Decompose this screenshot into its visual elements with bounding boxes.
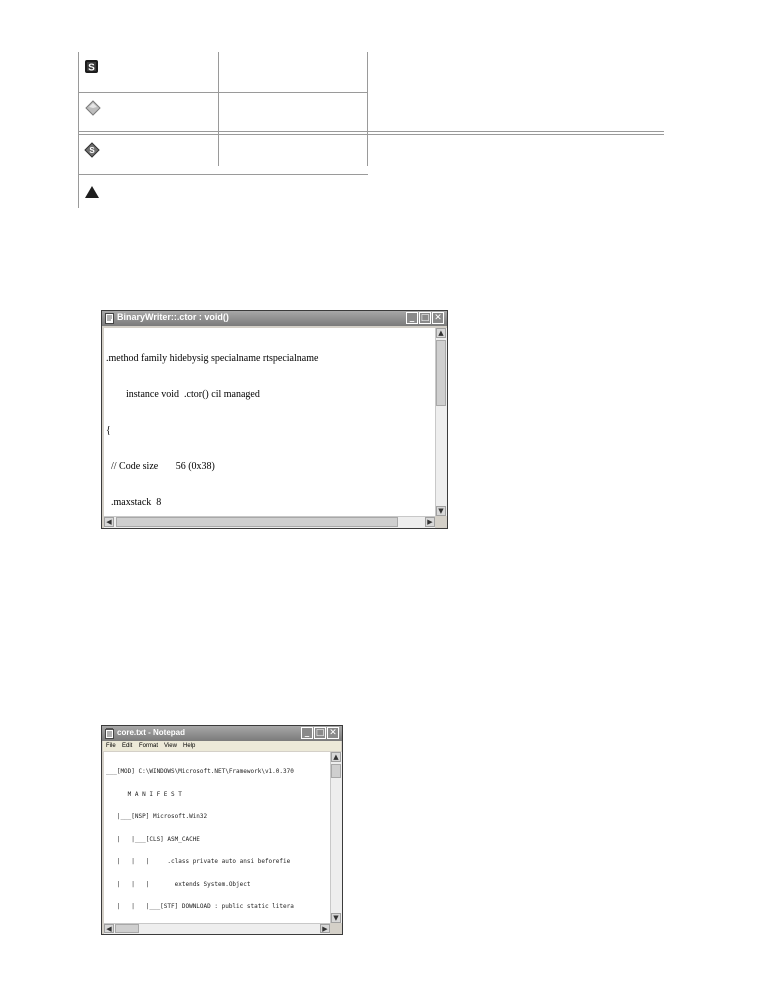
notepad-text-area[interactable] (104, 752, 330, 923)
menu-file[interactable]: File (106, 743, 116, 749)
text-line: |___[NSP] Microsoft.Win32 (106, 813, 208, 820)
table-column-divider (218, 52, 219, 166)
table-row-divider (78, 174, 368, 175)
maximize-button[interactable]: □ (315, 728, 325, 738)
scroll-right-button[interactable]: ▶ (320, 924, 330, 933)
scroll-thumb[interactable] (436, 340, 446, 406)
notepad-icon (105, 728, 115, 739)
minimize-button[interactable]: _ (301, 727, 313, 739)
icon-legend-table (0, 0, 768, 210)
class-property-icon (85, 100, 101, 116)
window-title: core.txt - Notepad (117, 728, 186, 737)
menu-edit[interactable]: Edit (122, 743, 133, 749)
horizontal-scrollbar[interactable] (104, 516, 435, 528)
scroll-down-button[interactable]: ▼ (436, 506, 446, 516)
static-property-icon (84, 142, 100, 158)
horizontal-scrollbar[interactable] (104, 923, 330, 934)
document-icon (105, 313, 115, 324)
il-code-view[interactable] (104, 328, 435, 516)
table-row-divider (78, 134, 664, 135)
il-code-text (106, 329, 431, 516)
scroll-thumb[interactable] (331, 764, 341, 778)
code-line: .method family hidebysig specialname rtspecialname (106, 353, 319, 364)
code-line: .maxstack 8 (106, 497, 162, 508)
text-line: | | |___[STF] DOWNLOAD : public static litera (106, 903, 294, 910)
code-line: { (106, 425, 111, 436)
menu-view[interactable]: View (164, 743, 177, 749)
close-button[interactable]: ✕ (327, 727, 339, 739)
field-triangle-icon (84, 184, 100, 200)
vertical-scrollbar[interactable] (435, 328, 447, 516)
window-title: BinaryWriter::.ctor : void() (117, 312, 229, 322)
minimize-button[interactable]: _ (406, 312, 418, 324)
table-column-divider (367, 52, 368, 166)
menu-bar (103, 741, 341, 751)
scroll-right-button[interactable]: ▶ (425, 517, 435, 527)
menu-format[interactable]: Format (139, 743, 159, 749)
vertical-scrollbar[interactable] (330, 752, 342, 923)
scroll-thumb[interactable] (115, 924, 139, 933)
text-line: | | | extends System.Object (106, 880, 251, 888)
scroll-thumb[interactable] (116, 517, 398, 527)
scroll-up-button[interactable]: ▲ (436, 328, 446, 338)
window-titlebar[interactable] (102, 726, 342, 741)
code-line: instance void .ctor() cil managed (106, 389, 260, 400)
scroll-left-button[interactable]: ◀ (104, 924, 114, 933)
text-line: | |___[CLS] ASM_CACHE (106, 835, 200, 843)
svg-text:S: S (89, 146, 95, 155)
code-line: // Code size 56 (0x38) (106, 461, 215, 472)
notepad-text (106, 753, 294, 923)
il-method-window[interactable] (101, 310, 448, 529)
text-line: M A N I F E S T (106, 790, 182, 798)
notepad-window[interactable] (101, 725, 343, 935)
scroll-left-button[interactable]: ◀ (104, 517, 114, 527)
scroll-up-button[interactable]: ▲ (331, 752, 341, 762)
maximize-button[interactable]: □ (420, 313, 430, 323)
text-line: ___[MOD] C:\WINDOWS\Microsoft.NET\Framework\v1.0.370 (106, 768, 294, 775)
scroll-down-button[interactable]: ▼ (331, 913, 341, 923)
window-titlebar[interactable] (102, 311, 447, 326)
close-button[interactable]: ✕ (432, 312, 444, 324)
menu-help[interactable]: Help (183, 743, 196, 749)
static-method-icon (84, 59, 100, 75)
table-border-left (78, 52, 79, 208)
text-line: | | | .class private auto ansi beforefie (106, 858, 291, 865)
table-row-divider (78, 92, 368, 93)
table-row-divider (78, 131, 664, 132)
svg-text:S: S (88, 62, 95, 74)
